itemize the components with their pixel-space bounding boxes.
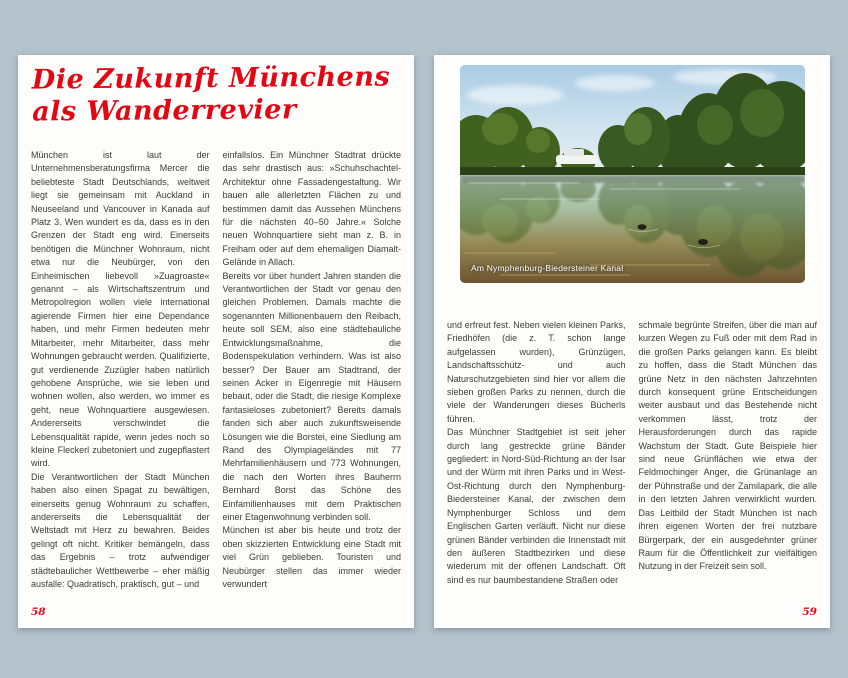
page-number-left: 58 bbox=[31, 606, 46, 618]
canal-photo-illustration bbox=[460, 65, 805, 283]
chapter-title bbox=[32, 61, 391, 129]
canal-photo bbox=[460, 65, 805, 283]
paragraph: Bereits vor über hundert Jahren standen die Verantwortlichen der Stadt vor genau den gleichen Problemen. Damals machte die sogenannten Millionenbauern den Reibach, heute soll SEM, also eine städtebauliche Entwicklungsmaßnahme, die Bodenspekulation verhindern. Was ist also besser? Der Bauer am Stadtrand, der seinen Acker in Eigenregie mit Häusern bebaut, oder die Stadt, die riesige Komplexe fantasieloses zubetoniert? Bereits damals fanden sich aber auch zukunftsweisende Lösungen wie die Borstei, eine Siedlung am Rand des Olympiageländes mit 77 Mehrfamilienhäusern und 773 Wohnungen, die nach den Worten ihres Bauherrn Bernhard Borst das Schöne des Einfamilienhauses mit dem Praktischen einer Etagenwohnung verbinden soll. bbox=[222, 270, 401, 522]
page-number-right: 59 bbox=[802, 606, 817, 618]
chapter-title-line-1: Die Zukunft Münchens bbox=[31, 61, 391, 96]
paragraph: Das Münchner Stadtgebiet ist seit jeher durch lang gestreckte grüne Bänder gegliedert: in Nord-Süd-Richtung an der Isar und der Würm mit ihren Parks und in West-Ost-Richtung durch den Nymphenburg-Biedersteiner Kanal, der zwischen dem Nymphenburger Schloss und dem Englischen Garten verläuft. Nicht nur diese grünen Bänder verbinden die Innenstadt mit den äußeren Stadtbezirken und diese wiederum mit der offenen Landschaft. Oft sind es nur baumbestandene Straßen oder bbox=[447, 427, 626, 585]
paragraph: schmale begrünte Streifen, über die man auf kurzen Wegen zu Fuß oder mit dem Rad in die großen Parks gelangen kann. Es bleibt zu hoffen, dass die Stadt München das grüne Netz in den nächsten Jahrzehnten durch konsequent grüne Entscheidungen weiter ausbaut und das Bestehende nicht verkommen lässt, trotz der Herausforderungen durch das rapide Wachstum der Stadt. Gute Beispiele hier sind neue Grünflächen wie etwa der Feldmochinger Anger, die Grünanlage an der Pühnstraße und der Zamilapark, die alle in den letzten Jahren verwirklicht wurden. Das Leitbild der Stadt München ist nach ihren eigenen Worten der frei nutzbare Bürgerpark, der ein ausgedehnter grüner Raum für die Öffentlichkeit zur vielfältigen Nutzung in der Freizeit sein soll. bbox=[638, 320, 817, 572]
left-page-column-1 bbox=[31, 149, 210, 609]
paragraph: einfallslos. Ein Münchner Stadtrat drückte das sehr drastisch aus: »Schuhschachtel-Architektur ohne Fassadengestaltung. Wir bauen alle allerletzten Flächen zu und bestimmen damit das Aussehen Münchens für die nächsten 40–50 Jahre.« Solche neuen Wohnquartiere sieht man z. B. in Freiham oder auf dem ehemaligen Diamalt-Gelände in Allach. bbox=[222, 150, 401, 268]
paragraph: Die Verantwortlichen der Stadt München haben also einen Spagat zu bewältigen, einerseits genug Wohnraum zu schaffen, andererseits die Lebensqualität der Weltstadt mit Herz zu bewahren. Beides gelingt oft nicht. Kritiker bemängeln, dass das Ergebnis – trotz aufwendiger städtebaulicher Wettbewerbe – eher mäßig ausfalle: Quadratisch, praktisch, gut – und bbox=[31, 471, 210, 589]
left-page bbox=[18, 55, 414, 628]
left-page-body-text bbox=[31, 149, 401, 609]
right-page-column-2 bbox=[639, 319, 818, 609]
photo-caption: Am Nymphenburg-Biedersteiner Kanal bbox=[471, 263, 624, 273]
left-page-column-2 bbox=[223, 149, 402, 609]
right-page-body-text bbox=[447, 319, 817, 609]
paragraph: München ist aber bis heute und trotz der oben skizzierten Entwicklung eine Stadt mit viel Grün geblieben. Touristen und Neubürger stellen das immer wieder verwundert bbox=[222, 525, 401, 589]
right-page bbox=[434, 55, 830, 628]
paragraph: München ist laut der Unternehmensberatungsfirma Mercer die beliebteste Stadt Deutschlands, weltweit liegt sie gemeinsam mit Auckland in Neuseeland und Vancouver in Kanada auf Platz 3. Wen wundert es da, dass es in den Grenzen der Stadt eng wird. Einerseits benötigen die Münchner Wohnraum, nicht etwa nur die Neubürger, von den Einheimischen liebevoll »Zuagroaste« genannt – als Wirtschaftszentrum und Metropolregion wollen viele international agierende Firmen hier eine Dependance haben, und mehr Firmen bedeuten mehr Mitarbeiter, mehr Mitarbeiter, dass mehr Wohnungen gebraucht werden. Qualifizierte, gut verdienende Zuzügler haben natürlich gehobene Ansprüche, wie sie leben und wohnen wollen, also werden, wo immer es geht, neue Wohnquartiere ausgewiesen. Andererseits verschwindet die Lebensqualität rapide, wenn jedes noch so kleine Fleckerl zubetoniert und zugepflastert wird. bbox=[31, 150, 210, 469]
right-page-column-1 bbox=[447, 319, 626, 609]
paragraph: und erfreut fest. Neben vielen kleinen Parks, Friedhöfen (die z. T. schon lange aufgelassen wurden), Grünzügen, Landschaftsschutz- und auch Naturschutzgebieten sind hier vor allem die sieben großen Parks zu nennen, durch die viele der Wanderungen dieses Bücherls führen. bbox=[447, 320, 626, 424]
chapter-title-line-2: als Wanderrevier bbox=[32, 94, 297, 128]
